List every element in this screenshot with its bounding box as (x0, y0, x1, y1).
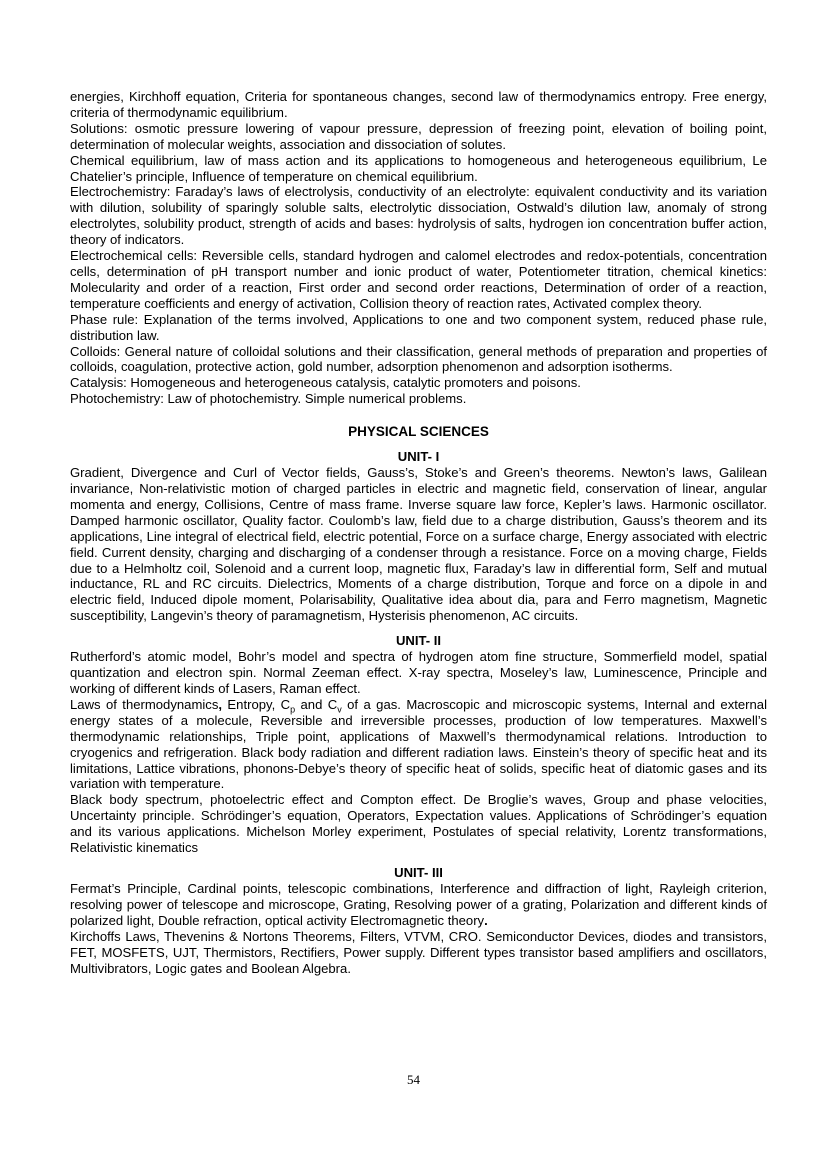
cv-subscript: v (337, 704, 342, 715)
optics-text: Fermat’s Principle, Cardinal points, telescopic combinations, Interference and diffraction of light, Rayleigh criterion, resolving power of telescope and microscope, Grating, Resolving power of a grating, Polarization and different kinds of polarized light, Double refraction, optical activity Electromagnetic theory (70, 880, 767, 928)
thermo-comma: , (218, 696, 223, 712)
unit-1-paragraph: Gradient, Divergence and Curl of Vector fields, Gauss’s, Stoke’s and Green’s theorems. Newton’s laws, Galilean invariance, Non-relativistic motion of charged particles in electric and magnetic field, conservation of linear, angular momenta and energy, Collisions, Centre of mass frame. Inverse square law force, Kepler’s laws. Harmonic oscillator. Damped harmonic oscillator, Quality factor. Coulomb’s law, field due to a charge distribution, Gauss’s theorem and its applications, Line integral of electrical field, electric potential, Force on a surface charge, Energy associated with electric field. Current density, charging and discharging of a condenser through a resistance. Force on a moving charge, Fields due to a Helmholtz coil, Solenoid and a current loop, magnetic flux, Faraday’s law in differential form, Self and mutual inductance, RL and RC circuits. Dielectrics, Moments of a charge distribution, Torque and force on a dipole in and electric field, Induced dipole moment, Polarisability, Qualitative idea about dia, para and Ferro magnetism, Magnetic susceptibility, Langevin’s theory of paramagnetism, Hysterisis phenomenon, AC circuits. (70, 465, 767, 624)
chemistry-topic-electrochemistry: Electrochemistry: Faraday’s laws of electrolysis, conductivity of an electrolyte: equivalent conductivity and its variation with dilution, solubility of sparingly soluble salts, electrolytic dissociation, Ostwald’s dilution law, anomaly of strong electrolytes, solubility product, strength of acids and bases: hydrolysis of salts, hydrogen ion concentration buffer action, theory of indicators. (70, 184, 767, 248)
chemistry-topic-thermodynamics: energies, Kirchhoff equation, Criteria for spontaneous changes, second law of thermodynamics entropy. Free energy, criteria of thermodynamic equilibrium. (70, 89, 767, 120)
unit-3-paragraph-optics (70, 881, 767, 929)
document-body (70, 89, 767, 976)
chemistry-topic-solutions: Solutions: osmotic pressure lowering of vapour pressure, depression of freezing point, elevation of boiling point, determination of molecular weights, association and dissociation of solutes. (70, 120, 767, 152)
chemistry-topic-electrochemical-cells: Electrochemical cells: Reversible cells, standard hydrogen and calomel electrodes and redox-potentials, concentration cells, determination of pH transport number and ionic product of water, Potentiometer titration, chemical kinetics: Molecularity and order of a reaction, First order and second order reactions, Determination of order of a reaction, temperature coefficients and energy of activation, Collision theory of reaction rates, Activated complex theory. (70, 248, 767, 311)
unit-2-paragraph-thermodynamics (70, 697, 767, 792)
section-title: PHYSICAL SCIENCES (348, 424, 489, 440)
cp-subscript: p (290, 704, 296, 715)
unit-2-title: UNIT- II (395, 633, 442, 649)
unit-3-paragraph-electronics: Kirchoffs Laws, Thevenins & Nortons Theorems, Filters, VTVM, CRO. Semiconductor Devices, diodes and transistors, FET, MOSFETS, UJT, Thermistors, Rectifiers, Power supply. Different types transistor based amplifiers and oscillators, Multivibrators, Logic gates and Boolean Algebra. (70, 928, 767, 976)
unit-2-paragraph-quantum: Black body spectrum, photoelectric effect and Compton effect. De Broglie’s waves, Group and phase velocities, Uncertainty principle. Schrödinger’s equation, Operators, Expectation values. Applications of Schrödinger’s equation and its various applications. Michelson Morley experiment, Postulates of special relativity, Lorentz transformations, Relativistic kinematics (70, 792, 767, 856)
chemistry-topic-equilibrium: Chemical equilibrium, law of mass action and its applications to homogeneous and heterogeneous equilibrium, Le Chatelier’s principle, Influence of temperature on chemical equilibrium. (70, 152, 767, 184)
chemistry-topic-phase-rule: Phase rule: Explanation of the terms involved, Applications to one and two component system, reduced phase rule, distribution law. (70, 311, 767, 343)
thermo-part-a: Entropy, C (222, 696, 291, 712)
page-number: 54 (407, 1072, 420, 1087)
thermo-part-b: and C (295, 696, 338, 712)
unit-3-title: UNIT- III (394, 864, 443, 880)
unit-2-paragraph-atomic: Rutherford’s atomic model, Bohr’s model and spectra of hydrogen atom fine structure, Sommerfield model, spatial quantization and electron spin. Normal Zeeman effect. X-ray spectra, Moseley’s law, Luminescence, Principle and working of different kinds of Lasers, Raman effect. (70, 649, 767, 696)
chemistry-topic-photochemistry: Photochemistry: Law of photochemistry. Simple numerical problems. (70, 391, 467, 407)
chemistry-topic-colloids: Colloids: General nature of colloidal solutions and their classification, general methods of preparation and properties of colloids, coagulation, protective action, gold number, adsorption phenomenon and adsorption isotherms. (70, 343, 767, 375)
thermo-rest: of a gas. Macroscopic and microscopic systems, Internal and external energy states of a molecule, Reversible and irreversible processes, production of low temperatures. Maxwell’s thermodynamic relationships, Triple point, applications of Maxwell’s thermodynamical relations. Introduction to cryogenics and refrigeration. Black body radiation and different radiation laws. Einstein’s theory of specific heat and its limitations, Lattice vibrations, phonons-Debye’s theory of specific heat of solids, specific heat of diatomic gases and its variation with temperature. (70, 696, 768, 792)
thermo-lead: Laws of thermodynamics (70, 696, 219, 712)
unit-1-title: UNIT- I (397, 449, 440, 465)
chemistry-topic-catalysis: Catalysis: Homogeneous and heterogeneous catalysis, catalytic promoters and poisons. (70, 375, 581, 391)
optics-end-period: . (484, 912, 488, 928)
